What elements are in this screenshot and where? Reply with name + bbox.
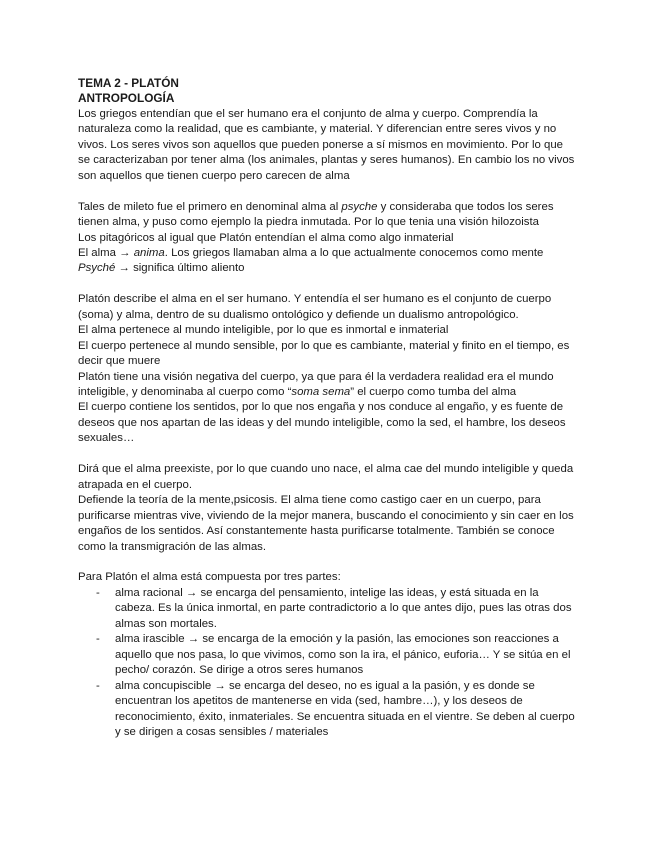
italic-anima: anima bbox=[133, 246, 165, 259]
list-item bbox=[78, 632, 578, 678]
list-item-text: alma concupiscible → se encarga del deseo, no es igual a la pasión, y es donde se encuentran los apetitos de mantenerse en vida (sed, hambre…), y los deseos de reconocimiento, éxito, inmateriales. Se encuentra situada en el vientre. Se deben al cuerpo y se dirigen a cosas sensibles / materiales bbox=[115, 679, 575, 738]
blank-line bbox=[78, 184, 578, 199]
paragraph-griegos: Los griegos entendían que el ser humano era el conjunto de alma y cuerpo. Comprendía la naturaleza como la realidad, que es cambiante, y material. Y diferencian entre seres vivos y no vivos. Los seres vivos son aquellos que pueden ponerse a sí mismos en movimiento. Por lo que se caracterizaban por tener alma (los animales, plantas y seres humanos). En cambio los no vivos son aquellos que tienen cuerpo pero carecen de alma bbox=[78, 107, 575, 182]
italic-soma-sema: soma sema bbox=[291, 386, 351, 399]
paragraph-anima bbox=[78, 246, 578, 261]
italic-psyche: psyche bbox=[341, 200, 378, 213]
paragraph-cuerpo-sensible: El cuerpo pertenece al mundo sensible, por lo que es cambiante, material y finito en el tiempo, es decir que muere bbox=[78, 339, 570, 368]
paragraph-transmigracion: Defiende la teoría de la mente,psicosis. El alma tiene como castigo caer en un cuerpo, para purificarse mientras vive, viviendo de la mejor manera, buscando el conocimiento y sin caer en los engaños de los sentidos. Así constantemente hasta purificarse totalmente. También se conoce como la transmigración de las almas. bbox=[78, 494, 574, 553]
text-run: ” el cuerpo como tumba del alma bbox=[350, 386, 517, 399]
list-dash: - bbox=[96, 586, 100, 599]
paragraph-tales bbox=[78, 200, 578, 231]
list-item bbox=[78, 679, 578, 741]
paragraph-alma-inteligible: El alma pertenece al mundo inteligible, por lo que es inmortal e inmaterial bbox=[78, 324, 449, 337]
blank-line bbox=[78, 447, 578, 462]
text-run: Platón tiene una visión negativa del cuerpo, ya que para él la verdadera realidad era el mundo inteligible, y denominaba al cuerpo como “ bbox=[78, 370, 554, 399]
text-run: → significa último aliento bbox=[115, 262, 245, 275]
paragraph-preexiste: Dirá que el alma preexiste, por lo que cuando uno nace, el alma cae del mundo inteligible y queda atrapada en el cuerpo. bbox=[78, 463, 574, 491]
paragraph-pitagoricos: Los pitagóricos al igual que Platón entendían el alma como algo inmaterial bbox=[78, 231, 454, 244]
list-item bbox=[78, 586, 578, 632]
paragraph-soma-sema bbox=[78, 370, 578, 401]
text-run: . Los griegos llamaban alma a lo que actualmente conocemos como mente bbox=[164, 246, 544, 259]
paragraph-tres-partes: Para Platón el alma está compuesta por tres partes: bbox=[78, 571, 341, 584]
list-dash: - bbox=[96, 633, 100, 646]
blank-line bbox=[78, 555, 578, 570]
text-run: Tales de mileto fue el primero en denominal alma al bbox=[78, 200, 342, 213]
list-item-text: alma racional → se encarga del pensamiento, intelige las ideas, y está situada en la cabeza. Es la única inmortal, en parte contradictorio a lo que antes dijo, pues las otras dos almas son mortales. bbox=[115, 586, 572, 630]
paragraph-psyche bbox=[78, 261, 578, 276]
paragraph-platon-describe: Platón describe el alma en el ser humano. Y entendía el ser humano es el conjunto de cuerpo (soma) y alma, dentro de su dualismo ontológico y defiende un dualismo antropológico. bbox=[78, 293, 552, 321]
blank-line bbox=[78, 277, 578, 292]
list-item-text: alma irascible → se encarga de la emoción y la pasión, las emociones son reacciones a aquello que nos pasa, lo que vivimos, como son la ira, el pánico, euforia… Y se sitúa en el pecho/ corazón. Se dirige a otros seres humanos bbox=[115, 633, 571, 677]
document-body bbox=[78, 76, 578, 740]
text-run: y consideraba que todos los seres tienen alma, y puso como ejemplo la piedra inmutada. Por lo que tenia una visión hilozoista bbox=[78, 200, 554, 229]
alma-parts-list bbox=[78, 586, 578, 741]
paragraph-sentidos: El cuerpo contiene los sentidos, por lo que nos engaña y nos conduce al engaño, y es fuente de deseos que nos apartan de las ideas y del mundo inteligible, como la sed, el hambre, los deseos sexuales… bbox=[78, 401, 566, 445]
italic-psyche-word: Psyché bbox=[78, 262, 116, 275]
heading-antropologia: ANTROPOLOGÍA bbox=[78, 91, 175, 106]
list-dash: - bbox=[96, 679, 100, 692]
text-run: El alma → bbox=[78, 246, 134, 259]
heading-tema: TEMA 2 - PLATÓN bbox=[78, 76, 179, 90]
